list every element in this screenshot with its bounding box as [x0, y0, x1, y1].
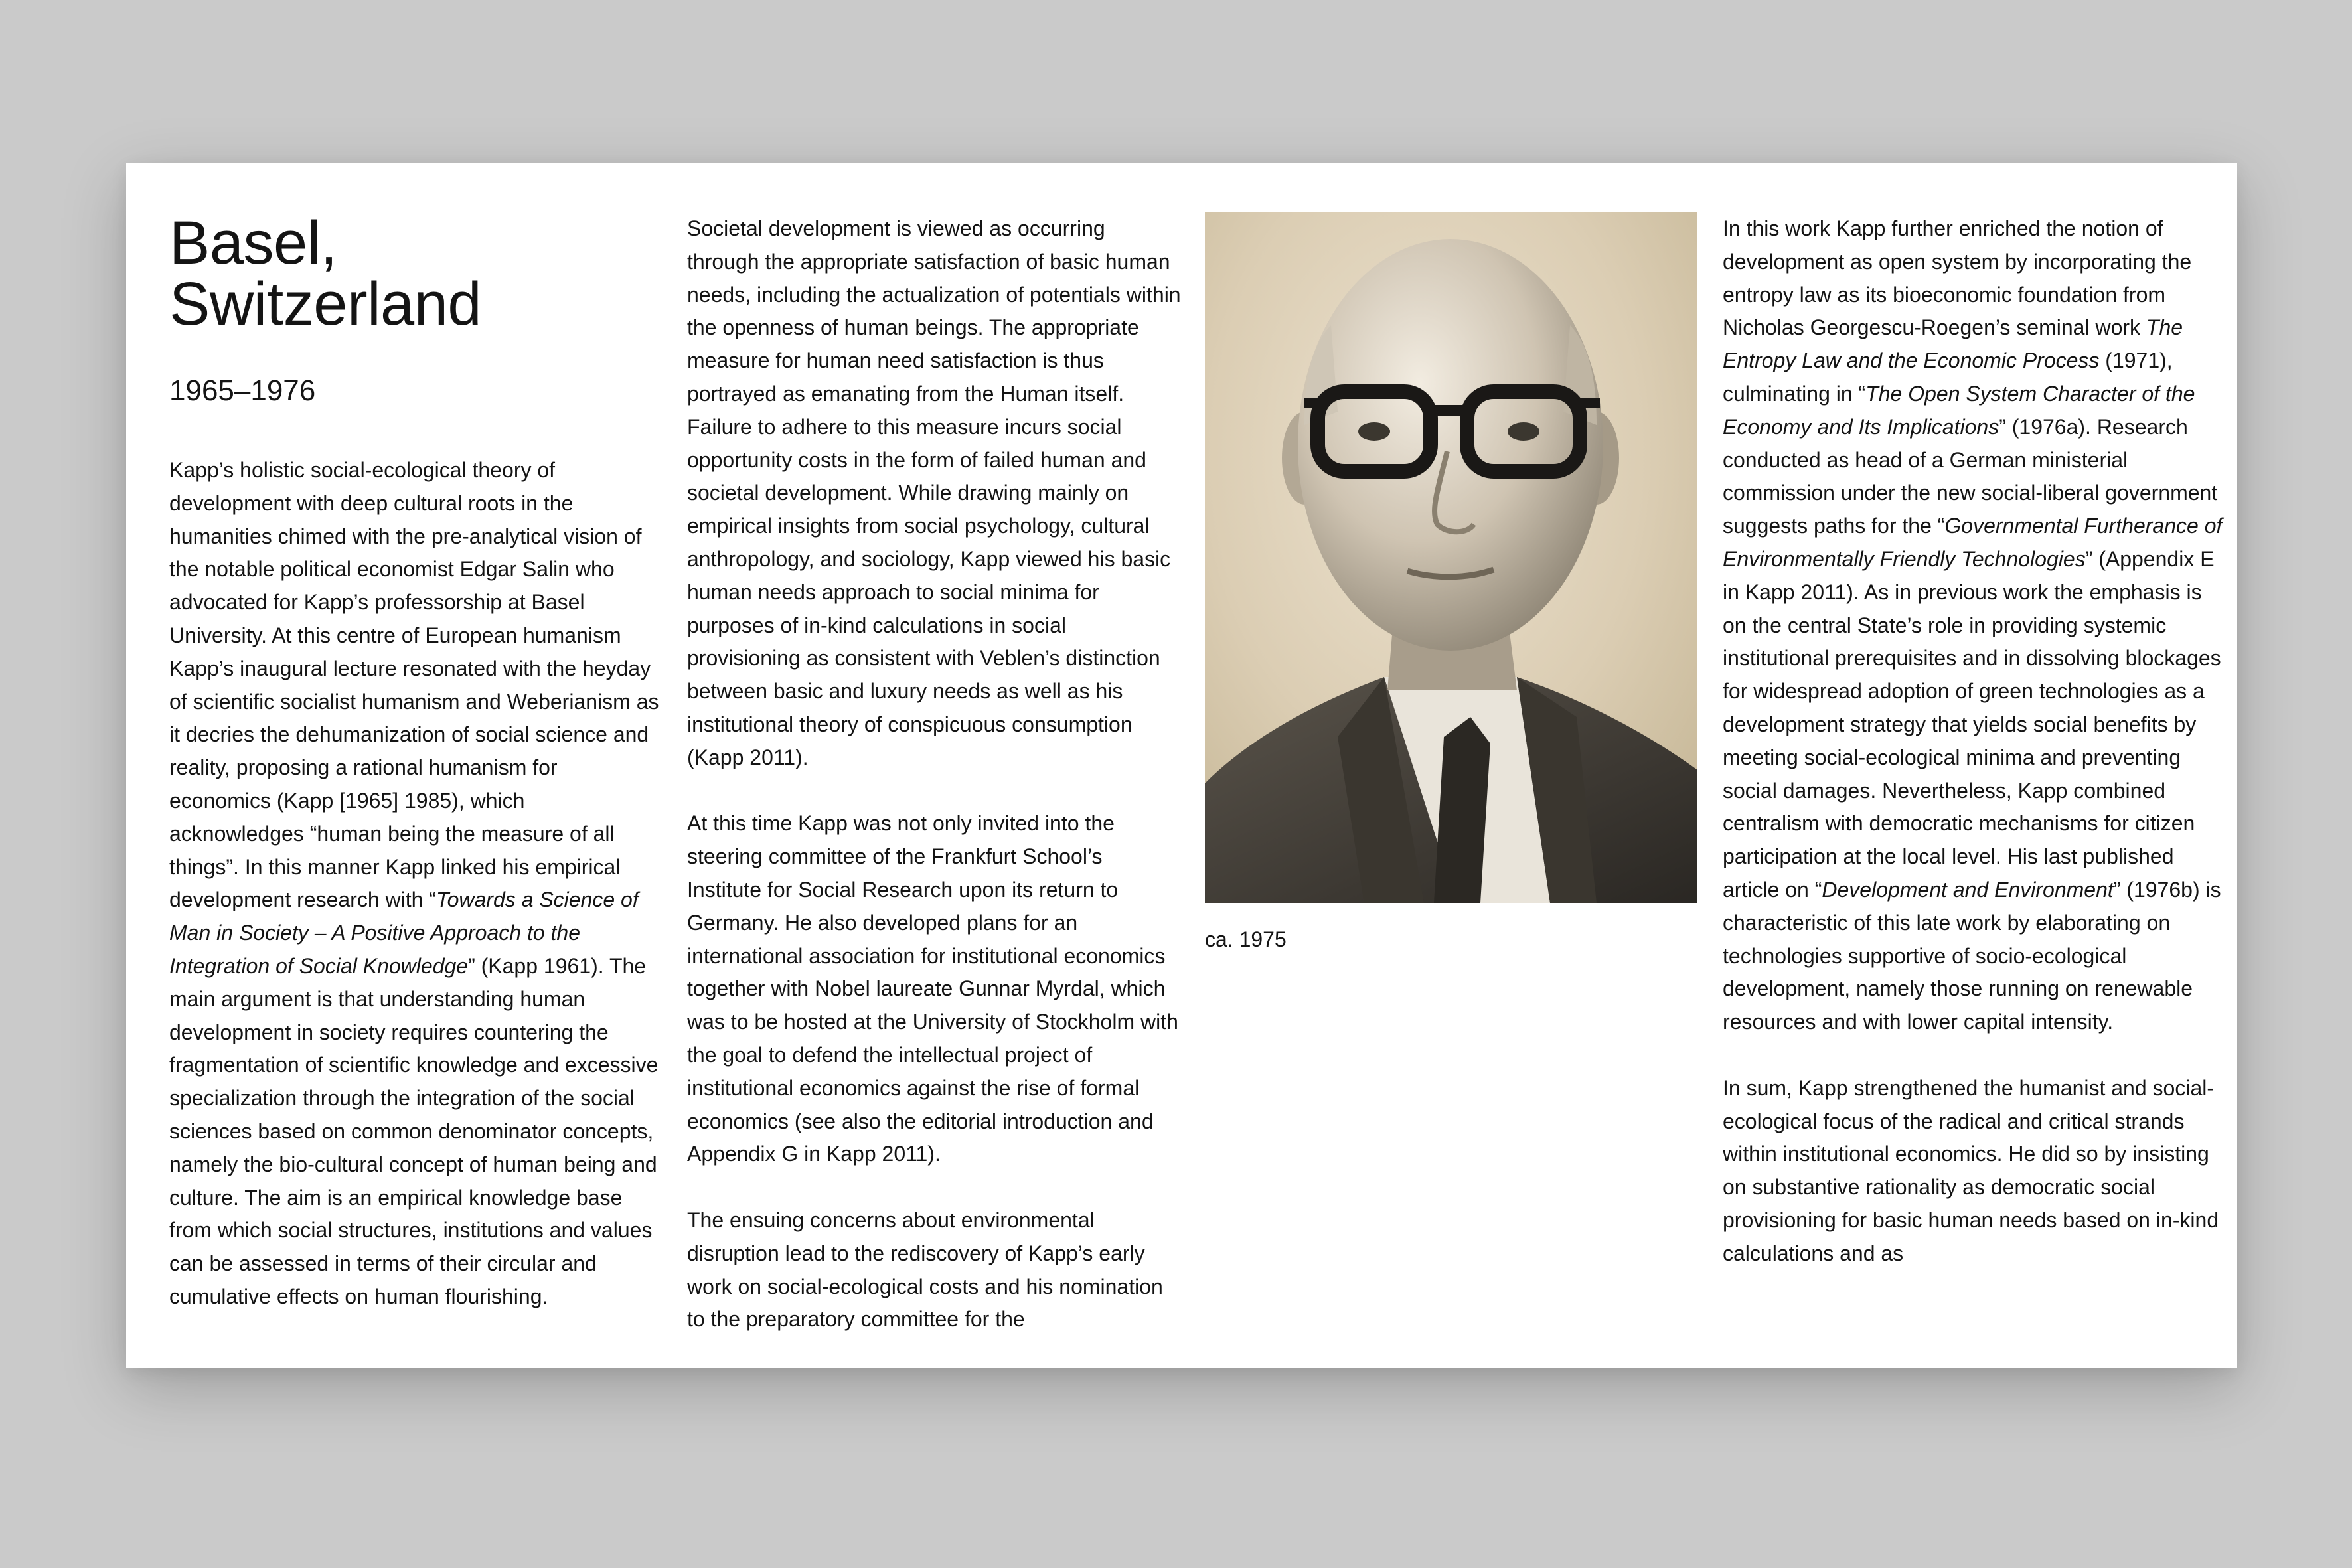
text-run: ” (Kapp 1961). The main argument is that understanding human development in society requires countering the fragmentation of scientific knowledge and excessive specialization through the integration of the social sciences based on common denominator concepts, namely the bio-cultural concept of human being and culture. The aim is an empirical knowledge base from which social structures, institutions and values can be assessed in terms of their circular and cumulative effects on human flourishing. — [169, 953, 659, 1308]
page-title — [169, 209, 664, 338]
italic-title: Development and Environment — [1822, 877, 2114, 902]
italic-title: The Open System Character of the Economy and Its Implications — [1723, 381, 2195, 439]
italic-title: Governmental Furtherance of Environmentally Friendly Technologies — [1723, 514, 2223, 571]
date-range: 1965–1976 — [169, 374, 316, 407]
photo-caption: ca. 1975 — [1205, 927, 1287, 951]
title-line-2: Switzerland — [169, 270, 482, 338]
body-paragraph — [1723, 212, 2227, 1039]
body-paragraph: The ensuing concerns about environmental disruption lead to the rediscovery of Kapp’s early work on social-ecological costs and his nomination to the preparatory committee for the — [687, 1208, 1163, 1332]
column-1 — [169, 209, 664, 1314]
italic-title: Towards a Science of Man in Society – A Positive Approach to the Integration of Social Knowledge — [169, 888, 639, 978]
text-run: Kapp’s holistic social-ecological theory of development with deep cultural roots in the humanities chimed with the pre-analytical vision of the notable political economist Edgar Salin who advocated for Kapp’s professorship at Basel University. At this centre of European humanism Kapp’s inaugural lecture resonated with the heyday of scientific socialist humanism and Weberianism as it decries the dehumanization of social science and reality, proposing a rational humanism for economics (Kapp [1965] 1985), which acknowledges “human being the measure of all things”. In this manner Kapp linked his empirical development research with “ — [169, 458, 659, 912]
portrait-photo — [1205, 212, 1697, 903]
body-paragraph: At this time Kapp was not only invited into the steering committee of the Frankfurt School’s Institute for Social Research upon its return to Germany. He also developed plans for an international association for institutional economics together with Nobel laureate Gunnar Myrdal, which was to be hosted at the University of Stockholm with the goal to defend the intellectual project of institutional economics against the rise of formal economics (see also the editorial introduction and Appendix G in Kapp 2011). — [687, 811, 1178, 1166]
portrait-illustration — [1205, 212, 1697, 903]
italic-title: The Entropy Law and the Economic Process — [1723, 315, 2183, 373]
column-4 — [1723, 212, 2227, 1271]
title-line-1: Basel, — [169, 209, 337, 277]
body-paragraph: Societal development is viewed as occurring through the appropriate satisfaction of basic human needs, including the actualization of potentials within the openness of human beings. The appropriate measure for human need satisfaction is thus portrayed as emanating from the Human itself. Failure to adhere to this measure incurs social opportunity costs in the form of failed human and societal development. While drawing mainly on empirical insights from social psychology, cultural anthropology, and sociology, Kapp viewed his basic human needs approach to social minima for purposes of in-kind calculations in social provisioning as consistent with Veblen’s distinction between basic and luxury needs as well as his institutional theory of conspicuous consumption (Kapp 2011). — [687, 216, 1181, 769]
column-2 — [687, 212, 1182, 1336]
column-3 — [1205, 212, 1697, 953]
text-run: ” (1976b) is characteristic of this late work by elaborating on technologies supportive of socio-ecological development, namely those running on renewable resources and with lower capital intensity. — [1723, 877, 2221, 1034]
body-paragraph: In sum, Kapp strengthened the humanist and social-ecological focus of the radical and critical strands within institutional economics. He did so by insisting on substantive rationality as democratic social provisioning for basic human needs based on in-kind calculations and as — [1723, 1075, 2219, 1265]
text-run: ” (1976a). Research conducted as head of a German ministerial commission under the new social-liberal government suggests paths for the “ — [1723, 414, 2218, 538]
body-paragraph — [169, 454, 664, 1314]
text-run: ” (Appendix E in Kapp 2011). As in previous work the emphasis is on the central State’s role in providing systemic institutional prerequisites and in dissolving blockages for widespread adoption of green technologies as a development strategy that yields social benefits by meeting social-ecological minima and preventing social damages. Nevertheless, Kapp combined centralism with democratic mechanisms for citizen participation at the local level. His last published article on “ — [1723, 546, 2221, 902]
text-run: (1971), culminating in “ — [1723, 349, 2173, 406]
text-run: In this work Kapp further enriched the notion of development as open system by incorporating the entropy law as its bioeconomic foundation from Nicholas Georgescu-Roegen’s seminal work — [1723, 216, 2192, 340]
book-spread — [126, 163, 2237, 1368]
